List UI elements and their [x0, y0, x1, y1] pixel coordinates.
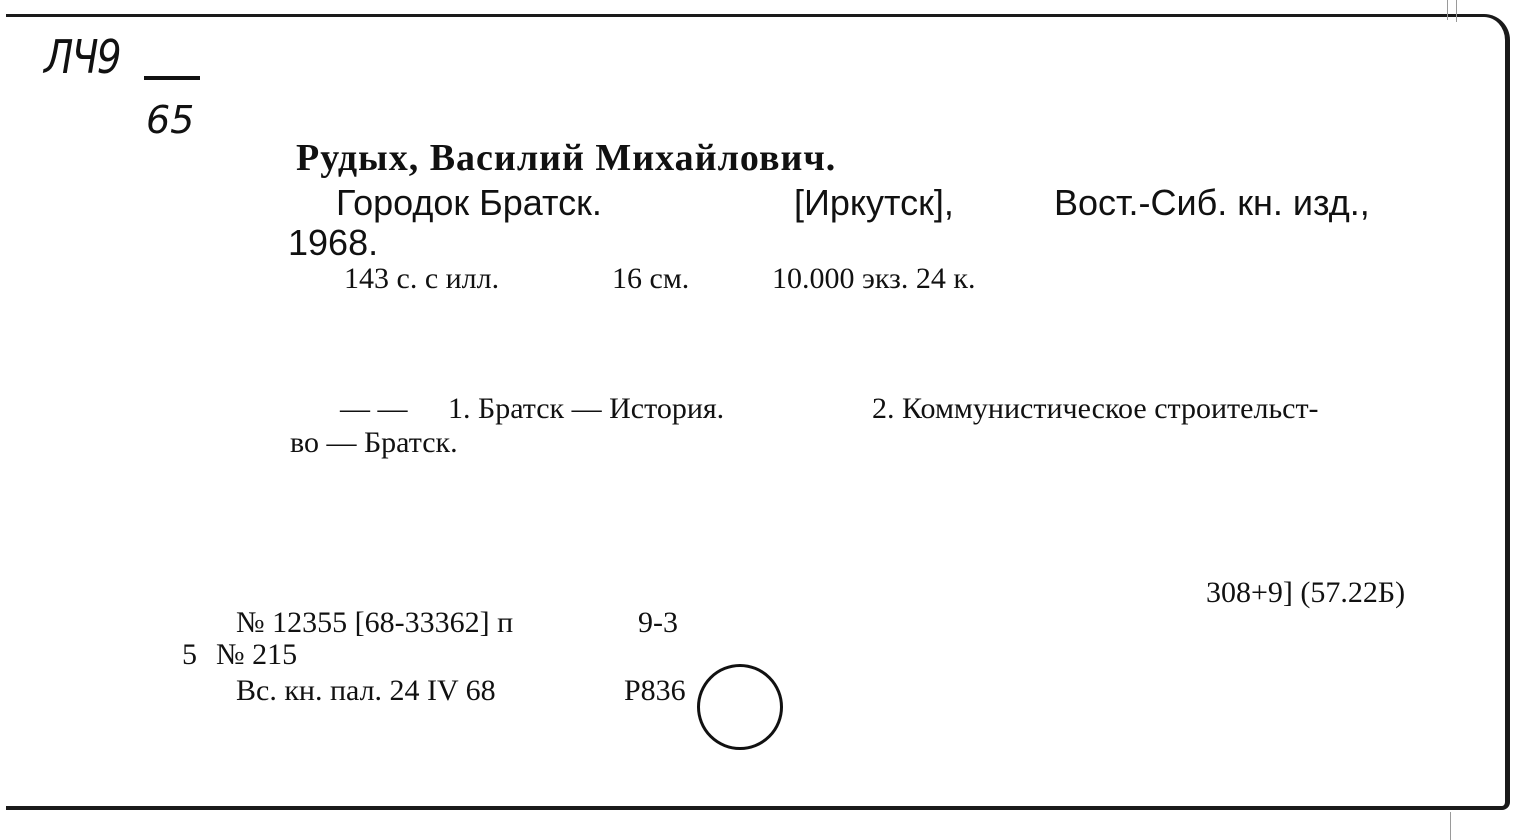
publication-place: [Иркутск], — [794, 182, 954, 223]
author-heading: Рудых, Василий Михайлович. — [296, 137, 837, 179]
subject-dashes: — — — [340, 392, 408, 425]
scan-artifact-line — [1450, 812, 1451, 840]
book-title: Городок Братск. — [336, 182, 602, 223]
stamp-circle — [697, 664, 783, 750]
call-number-bottom: 65 — [146, 98, 195, 142]
record-code-1: 9-3 — [638, 606, 678, 639]
publication-year: 1968. — [288, 222, 379, 263]
book-chamber-code: P836 — [624, 674, 686, 707]
scan-artifact-line — [1456, 0, 1457, 22]
subject-heading-2-continued: во — Братск. — [290, 426, 458, 459]
call-number-fraction-bar — [144, 76, 200, 80]
call-number-top: ЛЧ9 — [44, 30, 120, 84]
record-number-line-1: № 12355 [68-33362] п — [236, 606, 514, 639]
book-chamber-record: Вс. кн. пал. 24 IV 68 — [236, 674, 496, 707]
classification-index: 308+9] (57.22Б) — [1206, 576, 1406, 609]
publisher: Вост.-Сиб. кн. изд., — [1054, 182, 1370, 223]
subject-heading-2: 2. Коммунистическое строительст- — [872, 392, 1319, 425]
copies-and-price: 10.000 экз. 24 к. — [772, 262, 976, 295]
record-number-prefix: 5 — [182, 638, 197, 671]
scan-artifact-line — [1447, 0, 1448, 20]
record-number-line-2: № 215 — [216, 638, 298, 671]
book-size: 16 см. — [612, 262, 690, 295]
subject-heading-1: 1. Братск — История. — [448, 392, 725, 425]
pagination: 143 с. с илл. — [344, 262, 500, 295]
